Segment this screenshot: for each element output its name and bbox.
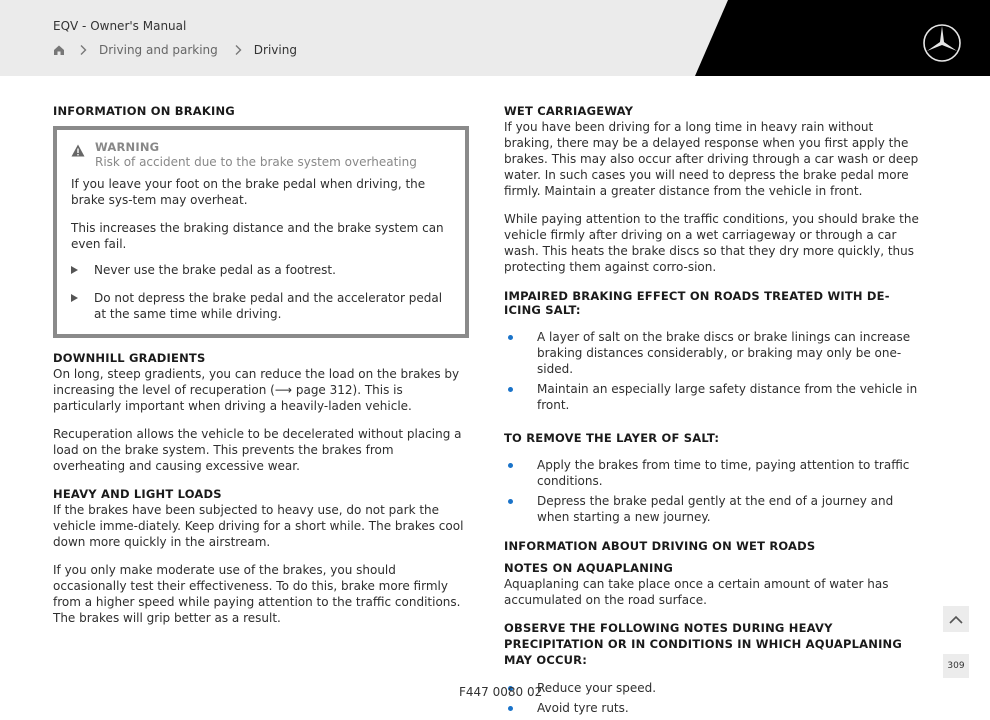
warning-triangle-icon (71, 144, 85, 157)
heading-wet-roads: INFORMATION ABOUT DRIVING ON WET ROADS (504, 539, 816, 553)
left-column (53, 104, 469, 626)
breadcrumb (53, 42, 313, 58)
bullet-dot-icon (508, 335, 513, 340)
warning-subtitle: Risk of accident due to the brake system overheating (95, 155, 417, 169)
chevron-up-icon (949, 615, 963, 624)
manual-title: EQV - Owner's Manual (53, 19, 187, 33)
bullet-dot-icon (508, 706, 513, 711)
paragraph: If the brakes have been subjected to heavy use, do not park the vehicle imme-diately. Keep driving for a short while. The brakes cool down more quickly in the airstream. (53, 503, 464, 549)
warning-list (71, 262, 451, 322)
list-item-text: Avoid tyre ruts. (537, 701, 629, 715)
chevron-right-icon (234, 44, 242, 56)
paragraph: On long, steep gradients, you can reduce the load on the brakes by increasing the level of recuperation (⟶ page 312). This is particularly important when driving a heavily-laden vehicle. (53, 367, 460, 413)
warning-item-text: Never use the brake pedal as a footrest. (94, 263, 336, 277)
breadcrumb-driving-and-parking[interactable]: Driving and parking (99, 43, 218, 57)
heading-impaired-braking: IMPAIRED BRAKING EFFECT ON ROADS TREATED WITH DE-ICING SALT: (504, 289, 890, 317)
paragraph: If you have been driving for a long time in heavy rain without braking, there may be a delayed response when you first apply the brakes. This may also occur after driving through a car wash or deep water. In such cases you will need to depress the brake pedal more firmly. Maintain a greater distance from the vehicle in front. (504, 120, 919, 198)
triangle-bullet-icon (71, 266, 78, 274)
heading-observe-notes: OBSERVE THE FOLLOWING NOTES DURING HEAVY PRECIPITATION OR IN CONDITIONS IN WHICH AQUAPLANING MAY OCCUR: (504, 621, 903, 667)
breadcrumb-driving: Driving (253, 43, 297, 57)
list-item-text: Depress the brake pedal gently at the end of a journey and when starting a new journey. (537, 494, 894, 524)
heading-heavy-and-light-loads: HEAVY AND LIGHT LOADS (53, 487, 222, 501)
home-icon[interactable] (53, 44, 65, 56)
heading-remove-salt: TO REMOVE THE LAYER OF SALT: (504, 431, 720, 445)
list-item-text: A layer of salt on the brake discs or brake linings can increase braking distances considerably, or braking may only be one-sided. (537, 330, 911, 376)
list-item (504, 329, 920, 377)
observe-list (504, 680, 920, 716)
paragraph: If you only make moderate use of the brakes, you should occasionally test their effectiveness. To do this, brake more firmly from a higher speed while paying attention to the traffic conditions. The brakes will grip better as a result. (53, 563, 461, 625)
list-item-text: Reduce your speed. (537, 681, 657, 695)
list-item (504, 457, 920, 489)
footer-code: F447 0080 02 (459, 685, 543, 699)
list-item (504, 680, 920, 696)
list-item (504, 493, 920, 525)
heading-aquaplaning: NOTES ON AQUAPLANING (504, 561, 673, 575)
warning-label: WARNING (95, 140, 160, 154)
mercedes-star-logo (922, 23, 962, 63)
paragraph: Recuperation allows the vehicle to be decelerated without placing a load on the brake system. This prevents the brakes from overheating and causing excessive wear. (53, 427, 462, 473)
impaired-list (504, 329, 920, 413)
list-item (504, 700, 920, 716)
heading-information-on-braking: INFORMATION ON BRAKING (53, 104, 235, 118)
list-item-text: Apply the brakes from time to time, paying attention to traffic conditions. (537, 458, 910, 488)
list-item-text: Maintain an especially large safety distance from the vehicle in front. (537, 382, 918, 412)
bullet-dot-icon (508, 387, 513, 392)
heading-wet-carriageway: WET CARRIAGEWAY (504, 104, 634, 118)
remove-list (504, 457, 920, 525)
page-number: 309 (943, 654, 969, 678)
bullet-dot-icon (508, 463, 513, 468)
warning-item (71, 290, 451, 322)
warning-text: This increases the braking distance and the brake system can even fail. (71, 221, 444, 251)
scroll-to-top-button[interactable] (943, 606, 969, 632)
bullet-dot-icon (508, 499, 513, 504)
list-item (504, 381, 920, 413)
page-header (0, 0, 990, 76)
warning-item (71, 262, 451, 278)
heading-downhill-gradients: DOWNHILL GRADIENTS (53, 351, 206, 365)
warning-item-text: Do not depress the brake pedal and the accelerator pedal at the same time while driving. (94, 291, 443, 321)
paragraph: Aquaplaning can take place once a certain amount of water has accumulated on the road surface. (504, 577, 889, 607)
warning-text: If you leave your foot on the brake pedal when driving, the brake sys-tem may overheat. (71, 177, 426, 207)
warning-box (53, 126, 469, 338)
right-column (504, 104, 920, 720)
paragraph: While paying attention to the traffic conditions, you should brake the vehicle firmly after driving on a wet carriageway or through a car wash. This heats the brake discs so that they dry more quickly, thus protecting them against corro-sion. (504, 212, 919, 274)
chevron-right-icon (79, 44, 87, 56)
triangle-bullet-icon (71, 294, 78, 302)
